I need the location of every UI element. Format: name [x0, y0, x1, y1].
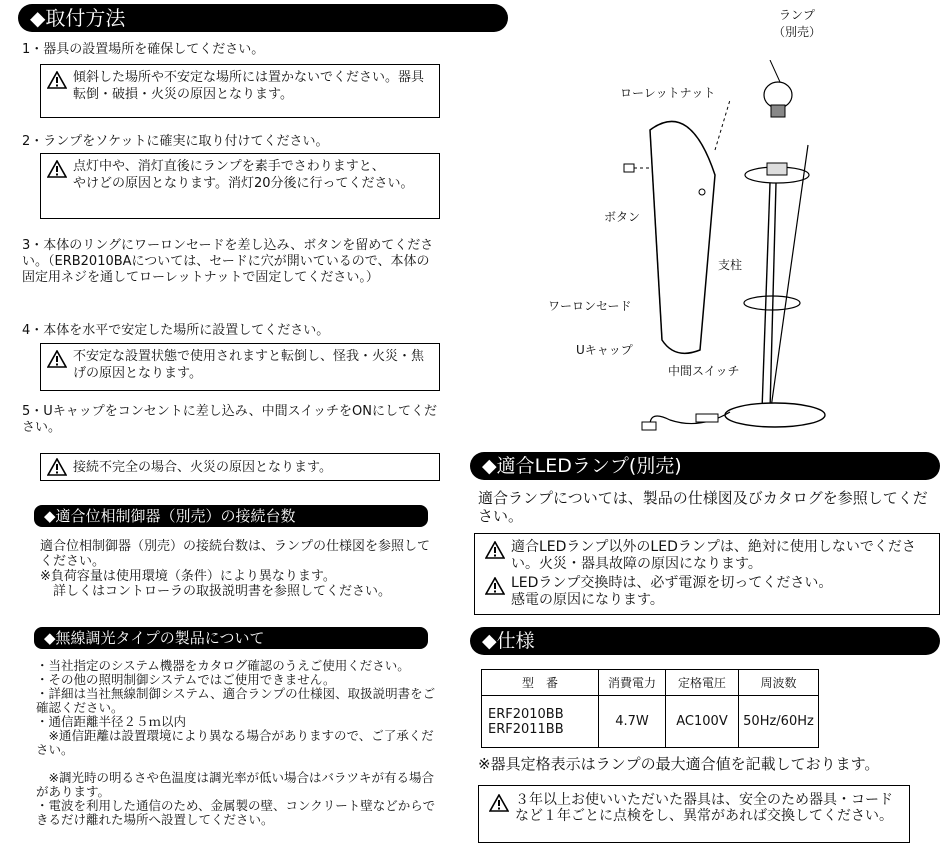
label-lamp: ランプ （別売）: [772, 8, 821, 39]
dimmer-body: 適合位相制御器（別売）の接続台数は、ランプの仕様図を参照してください。 ※負荷容量は使用環境（条件）により異なります。 詳しくはコントローラの取扱説明書を参照してください。: [40, 539, 431, 599]
warning-icon: [47, 71, 67, 89]
label-pole: 支柱: [718, 258, 743, 272]
install-step-3: 3・本体のリングにワーロンセードを差し込み、ボタンを留めてください。（ERB2010BAについては、セードに穴が開いているので、本体の固定用ネジを通してローレットナットで固定してください。）: [22, 238, 434, 285]
spec-header-voltage: 定格電圧: [666, 670, 739, 696]
inline-switch: [696, 414, 718, 422]
spec-model: ERF2010BB ERF2011BB: [482, 696, 599, 748]
warning-box-5: [40, 453, 440, 481]
warning-text-4: 不安定な設置状態で使用されますと転倒し、怪我・火災・焦げの原因となります。: [73, 349, 425, 381]
warning-box-1: [40, 64, 440, 118]
wireless-body: ・当社指定のシステム機器をカタログ確認のうえご使用ください。 ・その他の照明制御システムではご使用できません。 ・詳細は当社無線制御システム、適合ランプの仕様図、取扱説明書をご確認ください。 ・通信距離半径２５ｍ以内 ※通信距離は設置環境により異なる場合がありますので、ご了承ください。 ※調光時の明るさや色温度は調光率が低い場合はバラツキが有る場合があります。 ・電波を利用した通信のため、金属製の壁、コンクリート壁などからできるだけ離れた場所へ設置してください。: [36, 658, 436, 827]
spec-frequency: 50Hz/60Hz: [739, 696, 819, 748]
spec-header-power: 消費電力: [599, 670, 666, 696]
warning-text-2: 点灯中や、消灯直後にランプを素手でさわりますと、 やけどの原因となります。消灯20分後に行ってください。: [73, 159, 414, 191]
product-diagram: [580, 60, 850, 440]
warning-icon: [485, 541, 505, 559]
spec-voltage: AC100V: [666, 696, 739, 748]
knurl-nut: [624, 164, 634, 172]
u-cap: [642, 422, 656, 430]
label-button: ボタン: [604, 210, 641, 224]
shade-button: [699, 189, 705, 195]
label-knurl-nut: ローレットナット: [620, 86, 716, 100]
warning-box-2: [40, 153, 440, 219]
dimmer-title: ◆適合位相制御器（別売）の接続台数: [34, 505, 428, 527]
install-title: ◆取付方法: [18, 4, 508, 32]
led-warning-box: [474, 533, 940, 615]
base: [725, 403, 825, 427]
warning-text-1: 傾斜した場所や不安定な場所には置かないでください。器具転倒・破損・火災の原因となります。: [73, 70, 425, 102]
wireless-title: ◆無線調光タイプの製品について: [34, 627, 428, 649]
warning-icon: [489, 794, 509, 812]
warning-icon: [485, 577, 505, 595]
label-ucap: Uキャップ: [576, 343, 633, 357]
spec-header-frequency: 周波数: [739, 670, 819, 696]
warning-icon: [47, 458, 67, 476]
install-step-1: 1・器具の設置場所を確保してください。: [22, 42, 265, 57]
spec-power: 4.7W: [599, 696, 666, 748]
spec-warning-text: ３年以上お使いいただいた器具は、安全のため器具・コードなど１年ごとに点検をし、異常があれば交換してください。: [515, 792, 893, 824]
led-warning-1: 適合LEDランプ以外のLEDランプは、絶対に使用しないでください。火災・器具故障の原因になります。: [511, 539, 916, 572]
shade-outline: [650, 121, 715, 353]
lamp-bulb: [764, 82, 792, 117]
led-title: ◆適合LEDランプ(別売): [470, 452, 940, 480]
install-step-5: 5・Uキャップをコンセントに差し込み、中間スイッチをONにしてください。: [22, 404, 438, 435]
label-switch: 中間スイッチ: [668, 364, 740, 378]
warning-text-5: 接続不完全の場合、火災の原因となります。: [73, 459, 332, 475]
spec-header-model: 型 番: [482, 670, 599, 696]
install-step-4: 4・本体を水平で安定した場所に設置してください。: [22, 323, 330, 338]
spec-title: ◆仕様: [470, 627, 940, 655]
warning-box-4: [40, 343, 440, 391]
install-step-2: 2・ランプをソケットに確実に取り付けてください。: [22, 134, 329, 149]
spec-warning-box: [478, 785, 910, 843]
spec-data-row: [482, 696, 819, 748]
label-shade: ワーロンセード: [548, 299, 632, 313]
led-warning-2: LEDランプ交換時は、必ず電源を切ってください。 感電の原因になります。: [511, 575, 833, 608]
spec-table: [481, 669, 819, 748]
warning-icon: [47, 160, 67, 178]
led-body: 適合ランプについては、製品の仕様図及びカタログを参照してください。: [478, 489, 928, 525]
spec-note: ※器具定格表示はランプの最大適合値を記載しております。: [478, 755, 880, 773]
warning-icon: [47, 350, 67, 368]
spec-header-row: [482, 670, 819, 696]
